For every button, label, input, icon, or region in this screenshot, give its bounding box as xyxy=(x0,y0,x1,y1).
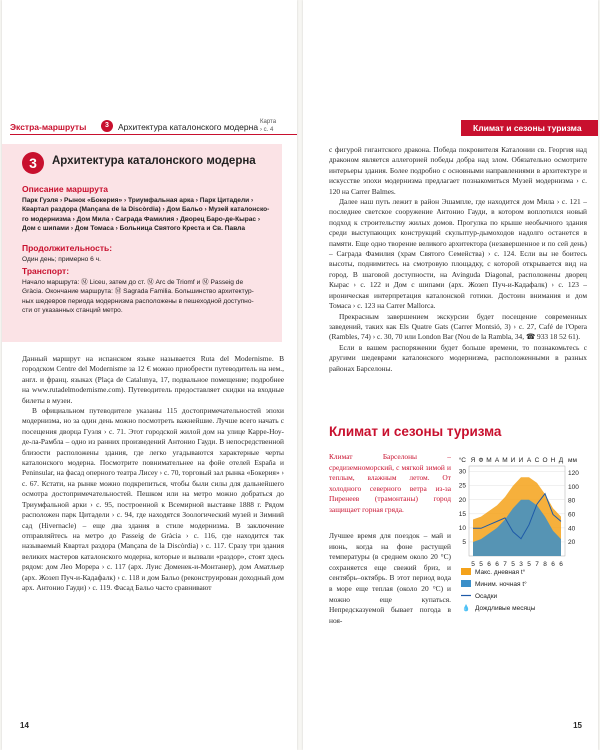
rain-days-label: 5 xyxy=(471,561,475,568)
legend-label: Миним. ночная t° xyxy=(475,581,527,588)
month-label: А xyxy=(494,457,500,464)
month-label: И xyxy=(510,457,516,464)
right-page xyxy=(303,0,598,750)
y-left-tick: 20 xyxy=(458,496,466,504)
y-left-tick: 5 xyxy=(462,538,466,546)
rain-days-label: 6 xyxy=(551,561,555,568)
paragraph: с фигурой гигантского дракона. Победа покровителя Каталонии св. Георгия над драконом является аллегорией победы добра над злом. Обязательно осмотрите интерьеры здания. Более подробно с основными направлениями в архитектуре и искусстве эпохи модернизма предлагает познакомиться Музей модернизма › с. 120 на Carrer Balmes. xyxy=(329,145,587,196)
paragraph: Данный маршрут на испанском языке называется Ruta del Modernisme. В городском Centre del Modernisme за 12 € можно приобрести путеводитель на нем., англ. и франц. языках (Plaça de Catalunya, 17, подвальное помещение; подробнее на www.rutadelmodernisme.com). Путеводитель предоставляет скидки на входные билеты в музеи. xyxy=(22,354,284,405)
month-label: А xyxy=(526,457,532,464)
paragraph: Прекрасным завершением экскурсии будет посещение современных заведений, таких как Els Quatre Gats (Carrer Montsió, 3) › с. 27, Café de l'Opera (Rambles, 74) › с. 30, 70 или London Bar (Nou de la Rambla, 34, ☎ 933 18 52 61). xyxy=(329,311,587,342)
rain-days-label: 3 xyxy=(519,561,523,568)
route-number: 3 xyxy=(22,152,44,174)
route-title: Архитектура каталонского модерна xyxy=(52,155,256,167)
left-page xyxy=(2,0,297,750)
transport-heading: Транспорт: xyxy=(22,266,70,276)
legend-swatch xyxy=(461,580,471,587)
map-reference: Карта › с. 4 xyxy=(260,119,277,133)
climate-chart xyxy=(453,452,593,630)
paragraph: Если в вашем распоряжении будет больше времени, то познакомьтесь с другими шедеврами каталонского модернизма, расположенными в разных районах Барселоны. xyxy=(329,342,587,373)
rain-days-label: 6 xyxy=(559,561,563,568)
route-number-badge: 3 xyxy=(101,120,113,132)
month-label: И xyxy=(518,457,524,464)
duration-heading: Продолжительность: xyxy=(22,243,113,253)
left-body-text xyxy=(22,354,284,593)
y-right-tick: 80 xyxy=(568,497,576,505)
y-left-tick: 10 xyxy=(458,524,466,532)
legend-label: Макс. дневная t° xyxy=(475,569,526,576)
y-right-tick: 20 xyxy=(568,539,576,547)
header-title: Архитектура каталонского модерна xyxy=(118,122,259,132)
y-left-tick: 15 xyxy=(458,510,466,518)
rain-days-label: 6 xyxy=(487,561,491,568)
month-label: Д xyxy=(558,457,564,464)
paragraph: В официальном путеводителе указаны 115 достопримечательностей эпохи модернизма, но за один день можно посмотреть важнейшие. Лучше всего начать с посещения дворца Гуэля › с. 71. Этот городской жилой дом на улице Карре-Ноу-де-ла-Рамбла – одно из ранних произведений Антонио Гауди. В непосредственной близости расположены здания, где легко угадываются характерные черты каталонского модерна. Посмотрите повнимательнее на фойе отелей España и Peninsular, на фасад оперного театра Лисеу › с. 70, торговый зал рынка «Бокерия» › с. 67. Кстати, на рынке можно подкрепиться, чтобы были силы для дальнейшего осмотра достопримечательностей. Пешком или на метро можно добраться до Триумфальной арки › с. 95, построенной к Всемирной выставке 1888 г. Рядом расположен парк Цитадели › с. 94, где находятся Зоологический музей и Зимний сад (Hivernacle) – еще два здания в стиле модернизма. В заключение отправляйтесь на метро до Passeig de Gràcia › с. 116, где находится так называемый Квартал раздора (Mançana de la Discòrdia) › с. 117. Сразу три здания великих мастеров каталонского модерна, которые и вызвали «раздор», стоят здесь рядом: дом Лео Морера › с. 117 (арх. Луис Доменек-и-Монтанер), дом Аматльер (арх. Жозеп Пуч-и-Кадафалк) › с. 118 и дом Бальо (реконструирован доходный дом арх. Антонио Гауди) › с. 119. Фасад Бальо часто сравнивают xyxy=(22,406,284,592)
legend-label: Осадки xyxy=(475,593,498,600)
rain-days-label: 6 xyxy=(495,561,499,568)
y-left-tick: 25 xyxy=(458,482,466,490)
month-label: С xyxy=(534,457,540,464)
rain-days-label: 7 xyxy=(503,561,507,568)
section-label: Экстра-маршруты xyxy=(10,122,87,132)
route-info-box xyxy=(2,144,282,342)
left-header xyxy=(2,118,297,138)
month-label: Н xyxy=(550,457,556,464)
y-right-label: мм xyxy=(568,457,577,464)
month-label: Ф xyxy=(478,457,484,464)
y-right-tick: 40 xyxy=(568,525,576,533)
y-right-tick: 100 xyxy=(568,483,579,491)
climate-intro: Климат Барселоны – средиземноморский, с мягкой зимой и теплым, влажным летом. От холодного северного ветра из-за Пиренеев (трамонтаны) город защищает горная гряда. xyxy=(329,452,451,514)
month-label: Я xyxy=(470,457,476,464)
month-label: М xyxy=(486,457,492,464)
page-number-left: 14 xyxy=(20,721,29,730)
rain-days-label: 5 xyxy=(511,561,515,568)
right-body-text xyxy=(329,145,587,374)
y-right-tick: 120 xyxy=(568,469,579,477)
page-number-right: 15 xyxy=(573,721,582,730)
rain-days-label: 5 xyxy=(479,561,483,568)
right-header: Климат и сезоны туризма xyxy=(461,120,598,136)
route-desc-heading: Описание маршрута xyxy=(22,184,108,194)
climate-title: Климат и сезоны туризма xyxy=(329,424,502,439)
y-left-label: °C xyxy=(458,457,466,464)
y-right-tick: 60 xyxy=(568,511,576,519)
legend-swatch xyxy=(461,568,471,575)
rain-days-label: 5 xyxy=(527,561,531,568)
climate-body: Лучшее время для поездок – май и июнь, когда на фоне растущей температуры (в среднем около 20 °C) сохраняется еще свежий бриз, и сентябрь–октябрь. В этот период вода в море еще теплая (около 20 °C) и можно еще купаться. Непредсказуемой бывает погода в ноя- xyxy=(329,531,451,625)
rain-days-label: 8 xyxy=(543,561,547,568)
header-rule xyxy=(10,134,297,135)
transport-text: Начало маршрута: Ⓜ Liceu, затем до ст. Ⓜ Arc de Triomf и Ⓜ Passeig de Gràcia. Окончание маршрута: Ⓜ Sagrada Familia. Большинство архитектур- ных шедевров периода модернизма расположены в пешеходной доступно- сти от указанных станций метро. xyxy=(22,279,254,315)
raindrop-icon: 💧 xyxy=(461,605,471,612)
month-label: О xyxy=(542,457,548,464)
paragraph: Далее наш путь лежит в район Эшампле, где находится дом Мила › с. 121 – последнее светское сооружение Антонио Гауди, в котором воплотился новый подход к строительству жилых домов. Прогулка по крыше необычного здания среди выступающих конструкций скульптур-дымоходов надолго останется в памяти. Еще одно творение великого архитектора (незавершенное и по сей день) – Саграда Фамилия (храм Святого Семейства) › с. 124. Если вы не боитесь высоты, поднимитесь на смотровую площадку, с которой открывается вид на город. В шаговой доступности, на Avinguda Diagonal, расположены дворец Кырас › с. 122 и Дом с шипами (арх. Жозеп Пуч-и-Кадафалк) › с. 123 – ироническая интерпретация каталонской готики. Достоин внимания и дом Томаса › с. 123 на Carrer Mallorca. xyxy=(329,197,587,311)
legend-label: Дождливые месяцы xyxy=(475,605,536,612)
rain-days-label: 7 xyxy=(535,561,539,568)
route-desc: Парк Гуэля › Рынок «Бокерия» › Триумфальная арка › Парк Цитадели › Квартал раздора (Mançana de la Discòrdia) › Дом Бальо › Музей каталонско- го модернизма › Дом Мила › Саграда Фамилия › Дворец Баро-де-Кырас › Дом с шипами › Дом Томаса › Больница Святого Креста и Св. Павла xyxy=(22,197,270,233)
y-left-tick: 30 xyxy=(458,468,466,476)
duration-text: Один день; примерно 6 ч. xyxy=(22,256,101,263)
month-label: М xyxy=(502,457,508,464)
